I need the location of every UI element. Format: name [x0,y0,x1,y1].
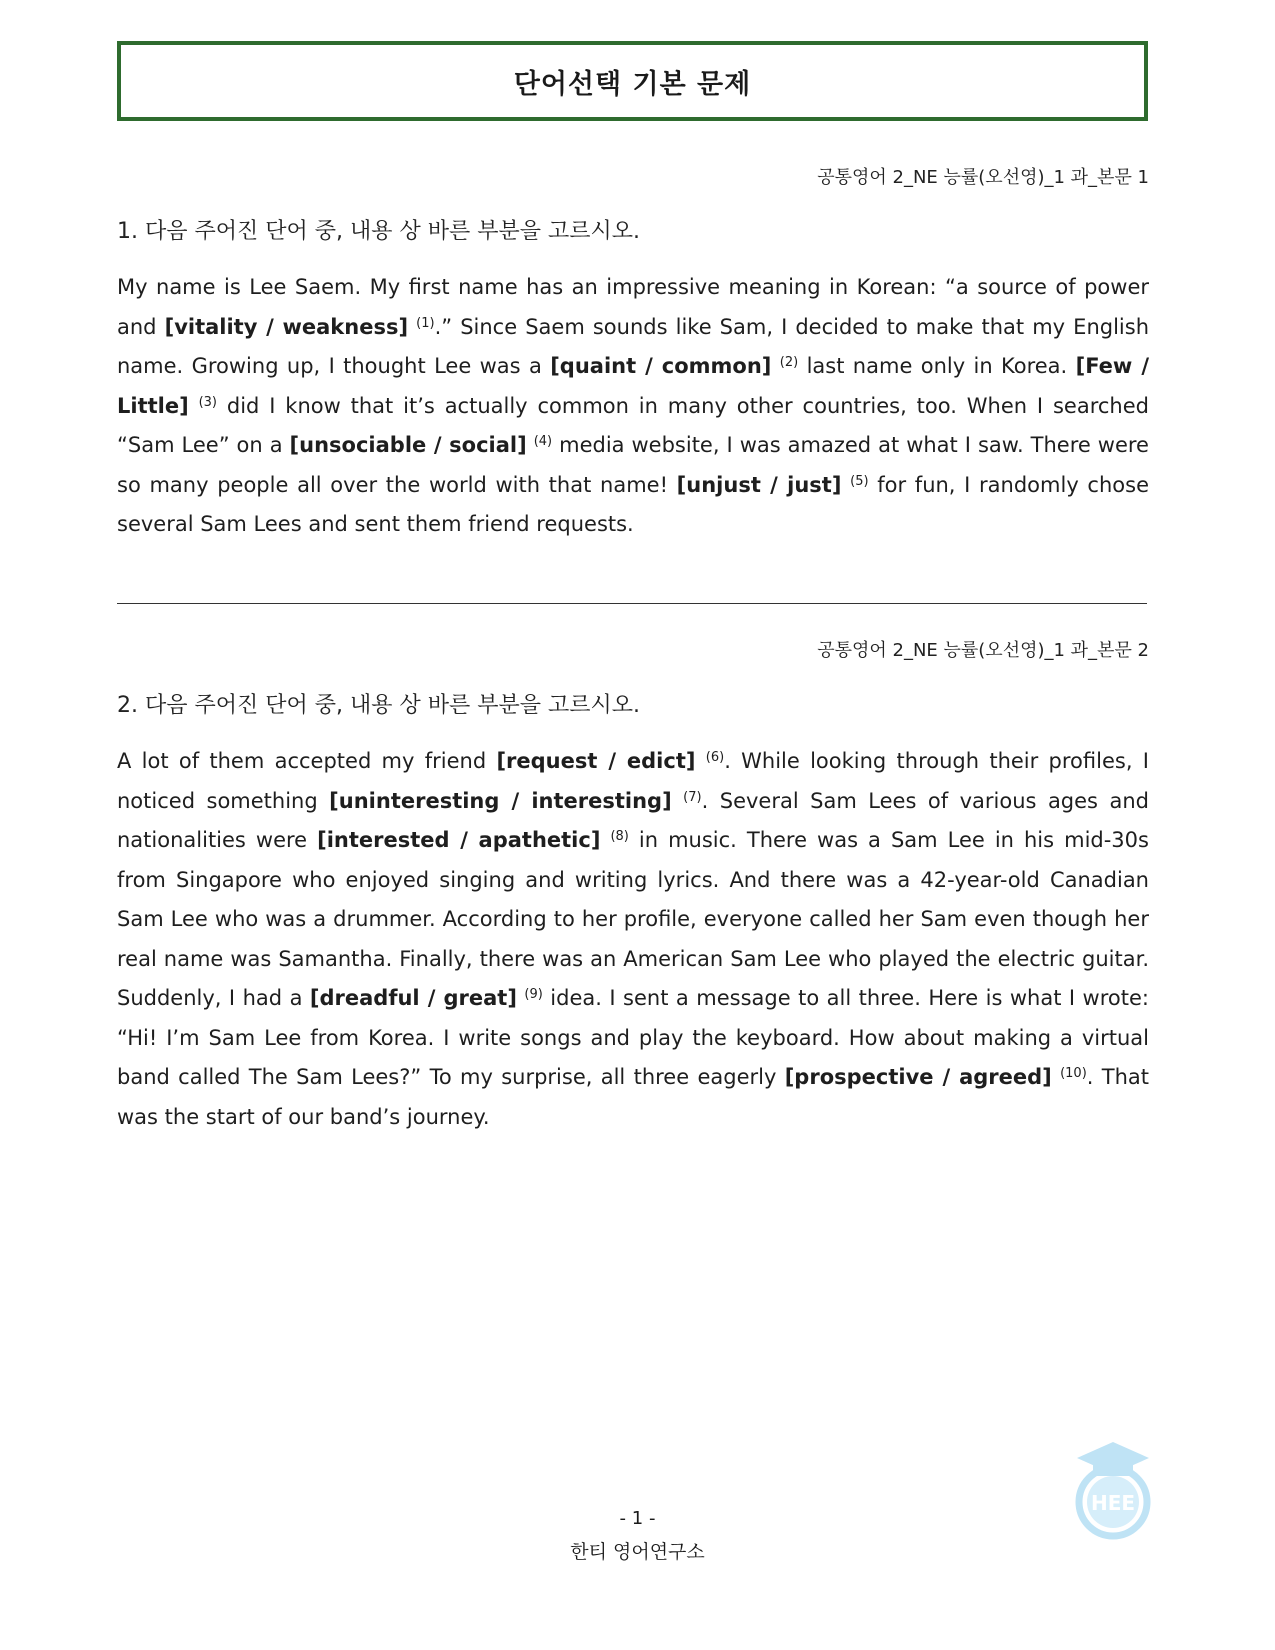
blank-number-5: (5) [850,473,869,489]
choice-3[interactable]: [Few / Little] [117,354,1149,418]
section-divider [117,603,1147,604]
blank-number-8: (8) [610,829,629,844]
footer-org: 한티 영어연구소 [570,1541,705,1563]
section-2-source: 공통영어 2_NE 능률(오선영)_1 과_본문 2 [817,640,1149,661]
section-1-source: 공통영어 2_NE 능률(오선영)_1 과_본문 1 [817,167,1149,188]
question-2: 2. 다음 주어진 단어 중, 내용 상 바른 부분을 고르시오. [117,693,640,718]
choice-8[interactable]: [interested / apathetic] [317,828,601,852]
choice-1[interactable]: [vitality / weakness] [164,314,409,339]
choice-2[interactable]: [quaint / common] [550,354,772,378]
passage-2: A lot of them accepted my friend [request / edict] $^{(6)}$. While looking through their profiles, I noticed something [uninteresting / interesting] $^{(7)}$. Several Sam Lees of various ages and nationalities were [interested / apathetic] $^{(8)}$ in music. There was a Sam Lee in his mid-30s from Singapore who enjoyed singing and writing lyrics. And there was a 42-year-old Canadian Sam Lee who was a drummer. According to her profile, everyone called her Sam even though her real name was Samantha. Finally, there was an American Sam Lee who played the electric guitar. Suddenly, I had a [dreadful / great] $^{(9)}$ idea. I sent a message to all three. Here is what I wrote: “Hi! I’m Sam Lee from Korea. I write songs and play the keyboard. How about making a virtual band called The Sam Lees?” To my surprise, all three eagerly [prospective / agreed] $^{(10)}$. That was the start of our band’s journey. [117,749,1149,1129]
page-title: 단어선택 기본 문제 [513,68,752,100]
question-1: 1. 다음 주어진 단어 중, 내용 상 바른 부분을 고르시오. [117,219,640,244]
blank-number-3: (3) [198,394,217,410]
logo-text: HEE [1090,1491,1136,1515]
blank-number-10: (10) [1060,1066,1087,1081]
blank-number-6: (6) [705,750,725,765]
title-box [117,41,1148,121]
blank-number-2: (2) [779,355,799,370]
choice-4[interactable]: [unsociable / social] [289,433,527,457]
blank-number-9: (9) [524,987,543,1002]
choice-9[interactable]: [dreadful / great] [309,986,517,1010]
page-number: - 1 - [619,1508,656,1529]
passage-1: My name is Lee Saem. My first name has an impressive meaning in Korean: “a source of power and [vitality / weakness] $^{(1)}$.” Since Saem sounds like Sam, I decided to make that my English name. Growing up, I thought Lee was a [quaint / common] $^{(2)}$ last name only in Korea. [Few / Little] $^{(3)}$ did I know that it’s actually common in many other countries, too. When I searched “Sam Lee” on a [unsociable / social] $^{(4)}$ media website, I was amazed at what I saw. There were so many people all over the world with that name! [unjust / just] $^{(5)}$ for fun, I randomly chose several Sam Lees and sent them friend requests. [117,275,1150,536]
choice-10[interactable]: [prospective / agreed] [784,1065,1052,1089]
choice-5[interactable]: [unjust / just] [676,472,842,497]
choice-7[interactable]: [uninteresting / interesting] [329,788,672,813]
choice-6[interactable]: [request / edict] [496,749,696,773]
blank-number-7: (7) [683,789,702,805]
blank-number-1: (1) [416,315,435,331]
blank-number-4: (4) [533,434,553,449]
